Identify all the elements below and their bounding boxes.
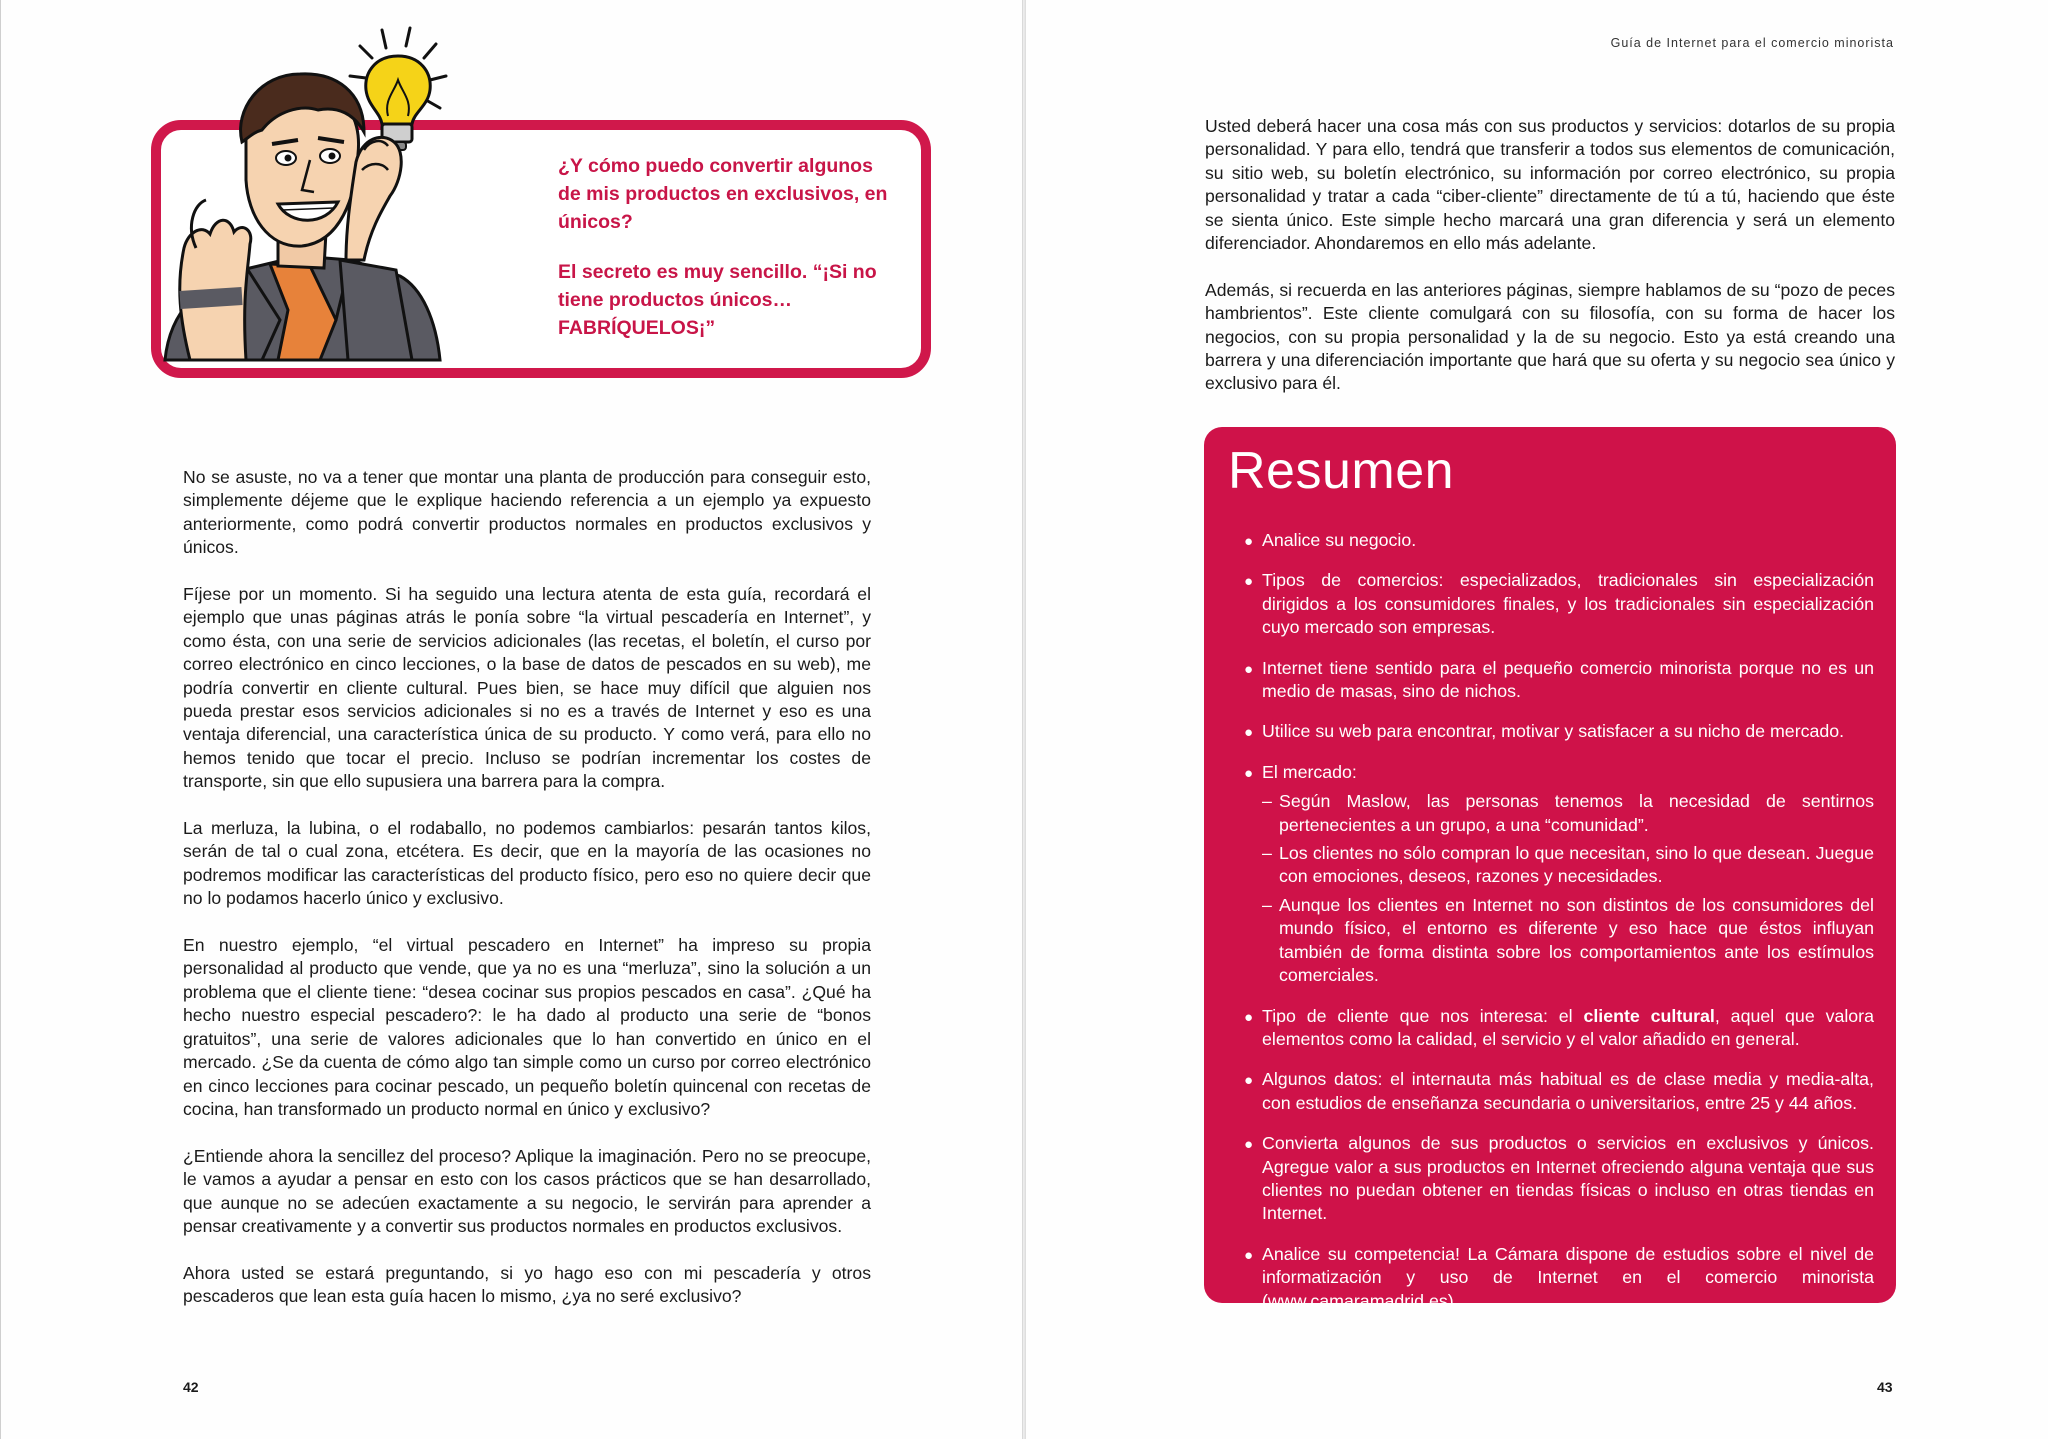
running-header: Guía de Internet para el comercio minorista	[1610, 36, 1894, 50]
summary-item: ● Tipos de comercios: especializados, tradicionales sin especialización dirigidos a los consumidores finales, y los tradicionales sin especialización cuyo mercado son empresas.	[1228, 569, 1874, 639]
summary-item: ● Internet tiene sentido para el pequeño comercio minorista porque no es un medio de masas, sino de nichos.	[1228, 657, 1874, 704]
callout-question: ¿Y cómo puedo convertir algunos de mis productos en exclusivos, en únicos?	[558, 155, 888, 233]
summary-item	[1228, 1005, 1874, 1052]
summary-item-market	[1228, 761, 1874, 988]
summary-item: ● Analice su negocio.	[1228, 529, 1874, 552]
summary-item: ● Convierta algunos de sus productos o servicios en exclusivos y únicos. Agregue valor a sus productos en Internet ofreciendo alguna ventaja que sus clientes no puedan obtener en tiendas físicas o incluso en otras tiendas en Internet.	[1228, 1132, 1874, 1226]
summary-subitem: – Los clientes no sólo compran lo que necesitan, sino lo que desean. Juegue con emociones, deseos, razones y necesidades.	[1262, 842, 1874, 889]
summary-sublist	[1262, 790, 1874, 987]
paragraph: ¿Entiende ahora la sencillez del proceso? Aplique la imaginación. Pero no se preocupe, le vamos a ayudar a pensar en esto con los casos prácticos que se han desarrollado, que aunque no se adecúen exactamente a su negocio, le servirán para aprender a pensar creativamente y a convertir sus productos normales en productos exclusivos.	[183, 1145, 871, 1236]
summary-text: Tipo de cliente que nos interesa: el	[1262, 1005, 1584, 1026]
summary-item: ● Algunos datos: el internauta más habitual es de clase media y media-alta, con estudios de enseñanza secundaria o universitarios, entre 25 y 44 años.	[1228, 1068, 1874, 1115]
summary-item: ● Utilice su web para encontrar, motivar y satisfacer a su nicho de mercado.	[1228, 720, 1874, 743]
paragraph: Ahora usted se estará preguntando, si yo hago eso con mi pescadería y otros pescaderos que lean esta guía hacen lo mismo, ¿ya no seré exclusivo?	[183, 1262, 871, 1307]
summary-title: Resumen	[1228, 442, 1455, 500]
paragraph: La merluza, la lubina, o el rodaballo, no podemos cambiarlos: pesarán tantos kilos, serán de tal o cual zona, etcétera. Es decir, que en la mayoría de las ocasiones no podremos modificar las características del producto físico, pero eso no quiere decir que no lo podamos hacerlo único y exclusivo.	[183, 818, 871, 909]
cartoon-man-lightbulb-icon	[150, 20, 570, 380]
summary-item-label: El mercado:	[1262, 761, 1357, 782]
paragraph: No se asuste, no va a tener que montar una planta de producción para conseguir esto, simplemente déjeme que le explique haciendo referencia a un ejemplo ya expuesto anteriormente, como podrá convertir productos normales en productos exclusivos y únicos.	[183, 467, 871, 558]
summary-subitem: – Aunque los clientes en Internet no son distintos de los consumidores del mundo físico, el entorno es diferente y eso hace que éstos influyan también de forma distinta sobre los comportamientos ante los estímulos comerciales.	[1262, 894, 1874, 988]
summary-text: , aquel que valora elementos como la calidad, el servicio y el valor añadido en general.	[1262, 1005, 1874, 1049]
right-page-body	[1205, 115, 1895, 419]
page-number-right: 43	[1877, 1379, 1893, 1395]
page-number-left: 42	[183, 1379, 199, 1395]
summary-list	[1228, 529, 1874, 1313]
summary-subitem: – Según Maslow, las personas tenemos la necesidad de sentirnos pertenecientes a un grupo, a una “comunidad”.	[1262, 790, 1874, 837]
summary-bold-term: cliente cultural	[1583, 1005, 1715, 1026]
summary-item: ● Analice su competencia! La Cámara dispone de estudios sobre el nivel de informatización y uso de Internet en el comercio minorista (www.camaramadrid.es)	[1228, 1243, 1874, 1313]
paragraph: Además, si recuerda en las anteriores páginas, siempre hablamos de su “pozo de peces hambrientos”. Este cliente comulgará con su filosofía, con su forma de hacer los negocios, con su propia personalidad y la de su negocio. Esto ya está creando una barrera y una diferenciación importante que hará que su oferta y su negocio sea único y exclusivo para él.	[1205, 279, 1895, 394]
callout-text	[558, 152, 898, 364]
paragraph: Usted deberá hacer una cosa más con sus productos y servicios: dotarlos de su propia personalidad. Y para ello, tendrá que transferir a todos sus elementos de comunicación, su sitio web, su boletín electrónico, su información por correo electrónico, su propia personalidad y tratar a cada “ciber-cliente” directamente de tú a tú, haciendo que éste se sienta único. Este simple hecho marcará una gran diferencia y será un elemento diferenciador. Ahondaremos en ello más adelante.	[1205, 116, 1895, 254]
summary-box	[1204, 427, 1896, 1311]
paragraph: En nuestro ejemplo, “el virtual pescadero en Internet” ha impreso su propia personalidad al producto que vende, que ya no es una “merluza”, sino la solución a un problema que el cliente tiene: “desea cocinar sus propios pescados en casa”. ¿Qué ha hecho nuestro especial pescadero?: le ha dado al producto una serie de “bonos gratuitos”, una serie de valores adicionales que lo han convertido en único en el mercado. ¿Se da cuenta de cómo algo tan simple como un curso por correo electrónico en cinco lecciones para cocinar pescado, un pequeño boletín quincenal con recetas de cocina, han transformado un producto normal en único y exclusivo?	[183, 935, 871, 1119]
paragraph: Fíjese por un momento. Si ha seguido una lectura atenta de esta guía, recordará el ejemplo que unas páginas atrás le ponía sobre “la virtual pescadería en Internet”, y como ésta, con una serie de servicios adicionales (las recetas, el boletín, el curso por correo electrónico en cinco lecciones, o la base de datos de pescados en su web), me podría convertir en cliente cultural. Pues bien, se hace muy difícil que alguien nos pueda prestar esos servicios adicionales si no es a través de Internet y eso es una ventaja diferencial, una característica única de su producto. Y como verá, para ello no hemos tenido que tocar el precio. Incluso se podrían incrementar los costes de transporte, sin que ello supusiera una barrera para la compra.	[183, 584, 871, 792]
left-page-body	[183, 466, 871, 1332]
callout-answer: El secreto es muy sencillo. “¡Si no tiene productos únicos… FABRÍQUELOS¡”	[558, 261, 877, 339]
